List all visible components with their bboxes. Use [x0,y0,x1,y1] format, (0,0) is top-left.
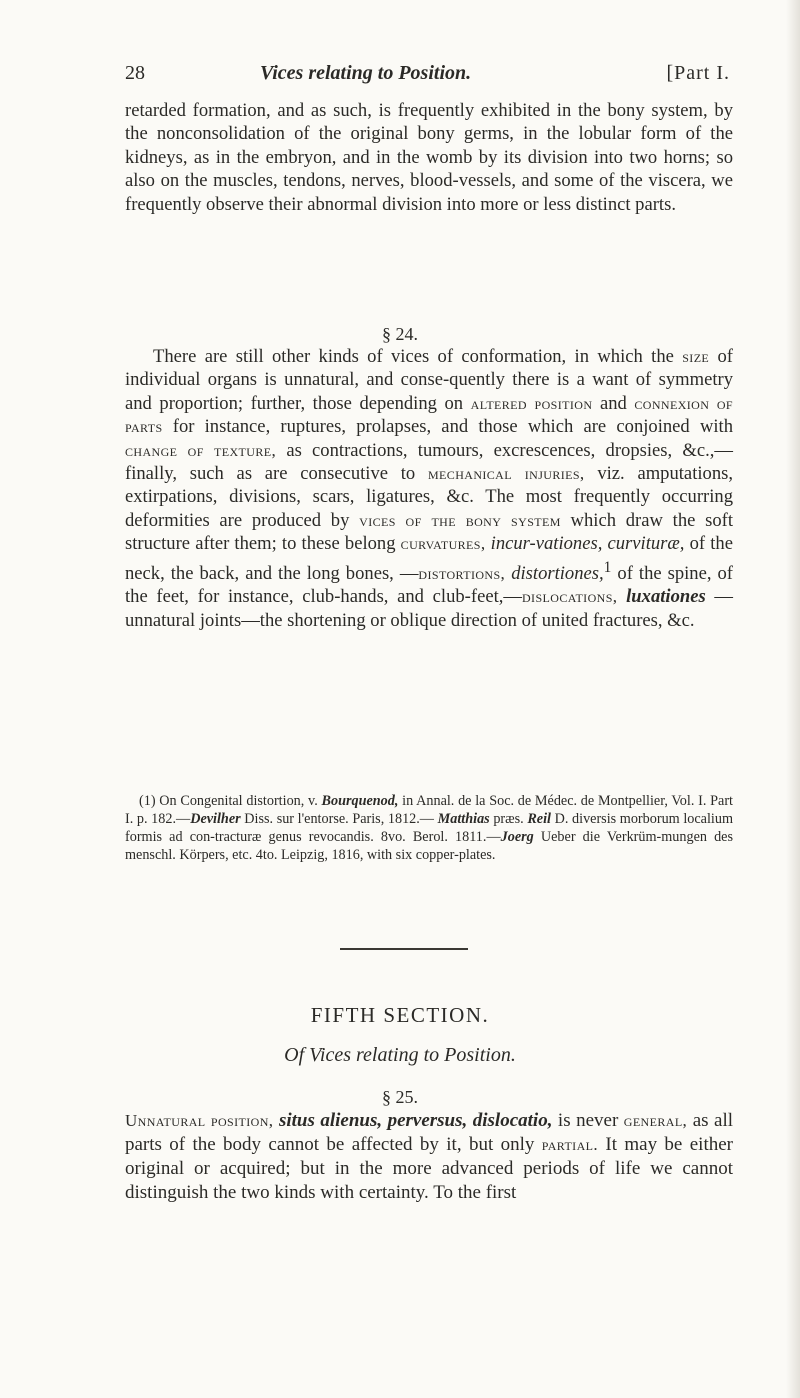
section-marker-24: § 24. [382,324,418,344]
term-unnatural-position: Unnatural position, [125,1111,274,1130]
page-number: 28 [125,62,145,84]
part-label: [Part I. [666,62,730,84]
term-partial: partial. [541,1135,599,1154]
section-marker-25: § 25. [382,1087,418,1107]
section-divider [340,948,468,950]
term-bony-system: vices of the bony system [359,510,561,530]
term-dislocations: dislocations, [521,587,618,607]
section-subtitle: Of Vices relating to Position. [284,1044,516,1066]
term-distortions: distortions, [418,563,506,583]
footnote-1: (1) On Congenital distortion, v. Bourquenod, in Annal. de la Soc. de Médec. de Montpellier, Vol. I. Part I. p. 182.—Devilher Diss. sur l'entorse. Paris, 1812.— Matthias præs. Reil D. diversis morborum localium formis ad con-tracturæ genus revocandis. 8vo. Berol. 1811.—Joerg Ueber die Verkrüm-mungen des menschl. Körpers, etc. 4to. Leipzig, 1816, with six copper-plates. [125,793,733,863]
footnote-ref: 1 [603,558,612,576]
paragraph-1: retarded formation, and as such, is frequently exhibited in the bony system, by the nonconsolidation of the original bony germs, in the lobular form of the kidneys, as in the embryon, and in the womb by its division into two horns; so also on the muscles, tendons, nerves, blood-vessels, and some of the viscera, we frequently observe their abnormal division into more or less distinct parts. [125,100,733,215]
paragraph-2: There are still other kinds of vices of conformation, in which the size of individual organs is unnatural, and conse-quently there is a want of symmetry and proportion; further, those depending on altered position and connexion of parts for instance, ruptures, prolapses, and those which are conjoined with change of texture, as contractions, tumours, excrescences, dropsies, &c.,—finally, such as are consecutive to mechanical injuries, viz. amputations, extirpations, divisions, scars, ligatures, &c. The most frequently occurring deformities are produced by vices of the bony system which draw the soft structure after them; to these belong curvatures, incur-vationes, curvituræ, of the neck, the back, and the long bones, —distortions, distortiones,$^1$ of the spine, of the feet, for instance, club-hands, and club-feet,—dislocations, luxationes —unnatural joints—the shortening or oblique direction of united fractures, &c. [125,346,734,631]
term-mechanical: mechanical injuries, [427,464,585,484]
running-header [125,56,730,90]
page-edge-shadow [786,0,800,1398]
section-heading: FIFTH SECTION. [310,1003,490,1027]
term-texture: change of texture, [125,440,277,460]
term-curvatures: curvatures, [400,534,486,554]
running-title: Vices relating to Position. [260,62,472,84]
term-altered-position: altered position [470,393,593,413]
paragraph-3: Unnatural position, situs alienus, perversus, dislocatio, is never general, as all parts of the body cannot be affected by it, but only partial. It may be either original or acquired; but in the more advanced periods of life we cannot distinguish the two kinds with certainty. To the first [125,1110,733,1203]
term-connexion: connexion of parts [125,393,733,437]
term-general: general, [623,1111,688,1130]
term-size: size [682,347,710,366]
